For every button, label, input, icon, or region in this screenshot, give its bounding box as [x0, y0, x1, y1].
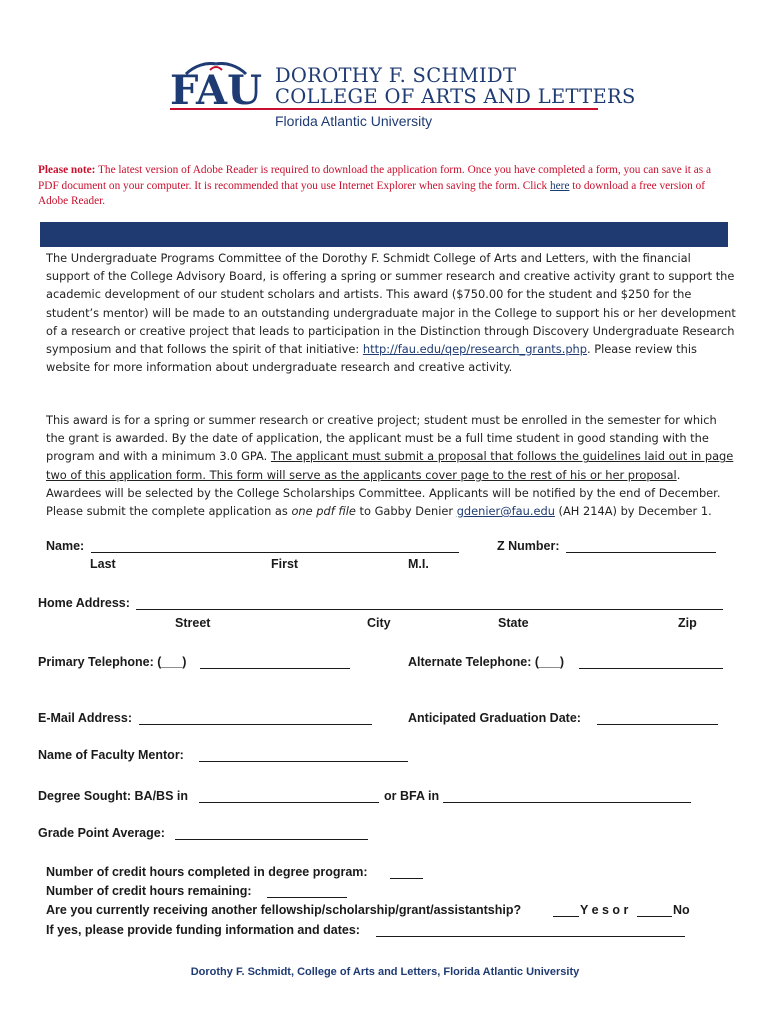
para1-text: The Undergraduate Programs Committee of the Dorothy F. Schmidt College of Arts and Letters, with the financial support of the College Advisory Board, is offering a spring or summer research and creative activity grant to support the academic development of our student scholars and artists. This award ($750.00 for the student and $250 for the student’s mentor) will be made to an outstanding undergraduate major in the College to support his or her development of a research or creative project that leads to participation in the Distinction through Discovery Undergraduate Research symposium and that follows the spirit of that initiative: [46, 251, 736, 357]
yes-or-label: Y e s o r [580, 903, 629, 917]
bfa-field[interactable] [443, 802, 691, 803]
eligibility-paragraph [46, 411, 736, 520]
graduation-date-field[interactable] [597, 724, 718, 725]
college-name-line2: COLLEGE OF ARTS AND LETTERS [275, 85, 636, 108]
name-label: Name: [46, 539, 85, 553]
note-text-2: to download a free version of Adobe Reader. [38, 179, 705, 207]
yes-field[interactable] [553, 916, 579, 917]
note-label: Please note: [38, 164, 96, 176]
credits-remaining-label: Number of credit hours remaining: [46, 884, 252, 898]
logo-divider [170, 108, 598, 110]
address-city-caption: City [367, 616, 391, 630]
college-name-line1: DOROTHY F. SCHMIDT [275, 64, 517, 87]
primary-telephone-field[interactable] [200, 668, 350, 669]
page-footer: Dorothy F. Schmidt, College of Arts and Letters, Florida Atlantic University [190, 966, 580, 978]
address-state-caption: State [498, 616, 529, 630]
para2-text-2: . Awardees will be selected by the College Scholarships Committee. Applicants will be notified by the end of December. Please submit the complete application as [46, 467, 721, 519]
credits-remaining-field[interactable] [267, 897, 347, 898]
primary-telephone-label: Primary Telephone: (___) [38, 655, 187, 669]
para2-text-3: to Gabby Denier [355, 504, 457, 519]
credits-completed-field[interactable] [390, 878, 423, 879]
alternate-telephone-field[interactable] [579, 668, 723, 669]
z-number-field[interactable] [566, 552, 716, 553]
name-last-caption: Last [90, 557, 116, 571]
name-field[interactable] [91, 552, 459, 553]
funding-info-field[interactable] [376, 936, 685, 937]
adobe-reader-note [38, 163, 732, 210]
fau-owl-logo-icon [170, 62, 262, 108]
alternate-telephone-label: Alternate Telephone: (___) [408, 655, 565, 669]
program-description-paragraph [46, 249, 736, 376]
faculty-mentor-label: Name of Faculty Mentor: [38, 748, 184, 762]
contact-email-link[interactable]: gdenier@fau.edu [456, 504, 555, 519]
email-field[interactable] [139, 724, 372, 725]
graduation-date-label: Anticipated Graduation Date: [408, 711, 581, 725]
degree-sought-label: Degree Sought: BA/BS in [38, 789, 189, 803]
university-name: Florida Atlantic University [275, 113, 433, 129]
home-address-field[interactable] [136, 609, 723, 610]
no-field[interactable] [637, 916, 672, 917]
address-zip-caption: Zip [678, 616, 697, 630]
para1-text-end: . Please review this website for more information about undergraduate research and creative activity. [46, 342, 697, 375]
no-label: No [673, 903, 690, 917]
section-header-bar [40, 222, 728, 247]
bfa-label: or BFA in [384, 789, 440, 803]
pdf-file-emphasis: one pdf file [291, 504, 356, 519]
ba-bs-field[interactable] [199, 802, 379, 803]
home-address-label: Home Address: [38, 596, 130, 610]
address-street-caption: Street [175, 616, 211, 630]
z-number-label: Z Number: [497, 539, 560, 553]
research-grants-link[interactable]: http://fau.edu/qep/research_grants.php [362, 342, 588, 357]
faculty-mentor-field[interactable] [199, 761, 408, 762]
credits-completed-label: Number of credit hours completed in degree program: [46, 865, 368, 879]
adobe-reader-download-link[interactable]: here [550, 179, 570, 192]
name-mi-caption: M.I. [408, 557, 429, 571]
email-label: E-Mail Address: [38, 711, 133, 725]
gpa-field[interactable] [175, 839, 368, 840]
para2-text-1: This award is for a spring or summer research or creative project; student must be enrolled in the semester for which the grant is awarded. By the date of application, the applicant must be a full time student in good standing with the program and with a minimum 3.0 GPA. [46, 413, 717, 464]
proposal-requirement-text: The applicant must submit a proposal that follows the guidelines laid out in page two of this application form. This form will serve as the applicants cover page to the rest of his or her proposal [46, 449, 734, 482]
fau-logo-text: FAU [170, 67, 262, 108]
note-text-1: The latest version of Adobe Reader is required to download the application form. Once you have completed a form, you can save it as a PDF document on your computer. It is recommended that you use Internet Explorer when saving the form. Click [38, 164, 711, 192]
name-first-caption: First [271, 557, 299, 571]
fellowship-question: Are you currently receiving another fellowship/scholarship/grant/assistantship? [46, 903, 522, 917]
gpa-label: Grade Point Average: [38, 826, 165, 840]
para2-text-4: (AH 214A) by December 1. [554, 504, 712, 519]
funding-info-label: If yes, please provide funding information and dates: [46, 923, 360, 937]
